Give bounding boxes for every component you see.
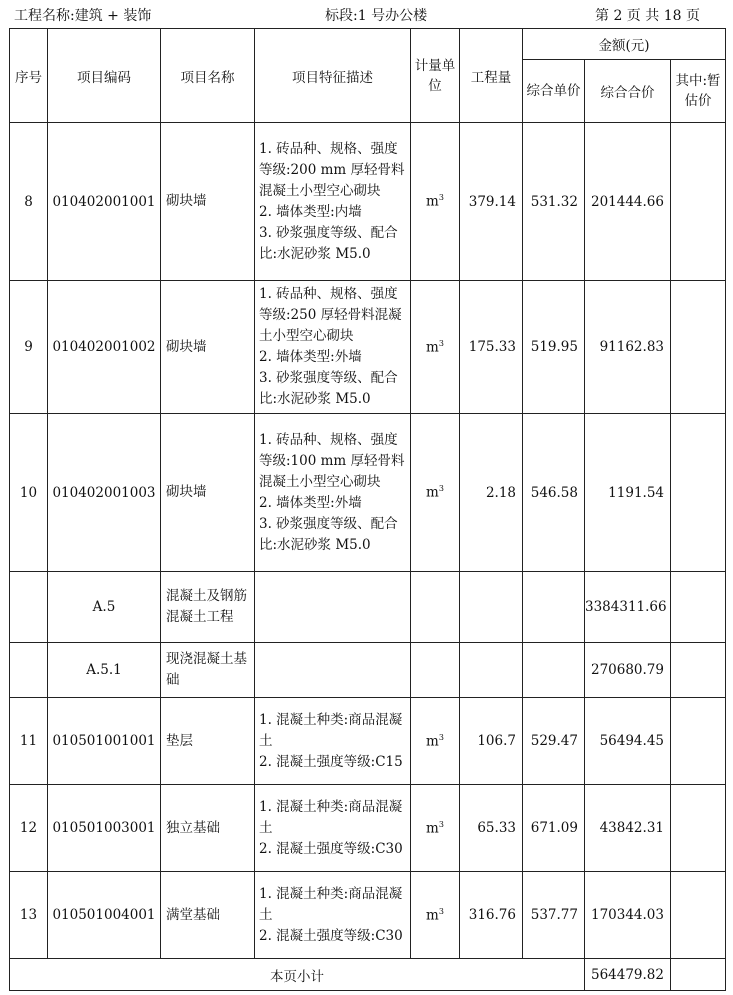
- cell-provisional: [671, 643, 726, 698]
- unit-text: m: [426, 484, 439, 501]
- cell-total: 43842.31: [585, 785, 671, 872]
- cell-name: 垫层: [161, 698, 255, 785]
- col-code: 项目编码: [48, 29, 161, 123]
- cell-code: 010501003001: [48, 785, 161, 872]
- cell-desc: [255, 785, 411, 872]
- desc-line: 2. 墙体类型:外墙: [259, 349, 362, 365]
- cell-unit-price: 671.09: [523, 785, 585, 872]
- cell-name: 混凝土及钢筋混凝土工程: [161, 572, 255, 643]
- col-unit: 计量单位: [411, 29, 460, 123]
- unit-text: m: [426, 733, 439, 750]
- table-row: [10, 281, 726, 414]
- col-qty: 工程量: [460, 29, 523, 123]
- cell-seq: 9: [10, 281, 48, 414]
- unit-text: m: [426, 907, 439, 924]
- desc-line: 1. 砖品种、规格、强度等级:200 mm 厚轻骨料混凝土小型空心砌块: [259, 140, 405, 199]
- cell-qty: 106.7: [460, 698, 523, 785]
- cell-desc: [255, 281, 411, 414]
- cell-name: 砌块墙: [161, 281, 255, 414]
- cell-provisional: [671, 698, 726, 785]
- cell-unit: [411, 872, 460, 959]
- cell-seq: 10: [10, 414, 48, 572]
- table-row: [10, 698, 726, 785]
- cell-code: 010402001003: [48, 414, 161, 572]
- cell-name: 砌块墙: [161, 414, 255, 572]
- table-header: [10, 29, 726, 123]
- cell-provisional: [671, 281, 726, 414]
- subtotal-label: 本页小计: [10, 959, 585, 991]
- subtotal-total: 564479.82: [585, 959, 671, 991]
- cell-qty: 2.18: [460, 414, 523, 572]
- table-row: [10, 572, 726, 643]
- cell-total: 1191.54: [585, 414, 671, 572]
- unit-superscript: 3: [438, 732, 444, 742]
- cell-desc: [255, 872, 411, 959]
- cell-unit-price: 519.95: [523, 281, 585, 414]
- cell-name: 砌块墙: [161, 123, 255, 281]
- cell-name: 满堂基础: [161, 872, 255, 959]
- cell-qty: 316.76: [460, 872, 523, 959]
- col-amount: 金额(元): [523, 29, 726, 60]
- table-row: [10, 123, 726, 281]
- cell-provisional: [671, 872, 726, 959]
- cell-unit: [411, 572, 460, 643]
- desc-line: 3. 砂浆强度等级、配合比:水泥砂浆 M5.0: [259, 224, 398, 262]
- cell-desc: [255, 572, 411, 643]
- subtotal-row: [10, 959, 726, 991]
- cell-qty: 379.14: [460, 123, 523, 281]
- cell-code: A.5.1: [48, 643, 161, 698]
- cell-provisional: [671, 572, 726, 643]
- table-row: [10, 785, 726, 872]
- cell-unit: [411, 785, 460, 872]
- bill-of-quantities-table: [9, 28, 726, 991]
- desc-line: 2. 墙体类型:外墙: [259, 494, 362, 511]
- cell-seq: 11: [10, 698, 48, 785]
- cell-unit: [411, 643, 460, 698]
- cell-unit-price: 531.32: [523, 123, 585, 281]
- desc-line: 2. 混凝土强度等级:C15: [259, 753, 403, 770]
- cell-total: 270680.79: [585, 643, 671, 698]
- cell-qty: 65.33: [460, 785, 523, 872]
- cell-seq: 12: [10, 785, 48, 872]
- unit-superscript: 3: [438, 819, 444, 829]
- cell-seq: [10, 643, 48, 698]
- desc-line: 1. 砖品种、规格、强度等级:250 厚轻骨料混凝土小型空心砌块: [259, 286, 402, 344]
- page-number: 第 2 页 共 18 页: [595, 8, 700, 24]
- desc-line: 3. 砂浆强度等级、配合比:水泥砂浆 M5.0: [259, 515, 398, 553]
- cell-total: 170344.03: [585, 872, 671, 959]
- cell-code: 010501004001: [48, 872, 161, 959]
- cell-seq: 13: [10, 872, 48, 959]
- col-unit-price: 综合单价: [523, 60, 585, 123]
- cell-unit: [411, 414, 460, 572]
- table-row: [10, 643, 726, 698]
- cell-unit: [411, 281, 460, 414]
- cell-desc: [255, 414, 411, 572]
- desc-line: 1. 混凝土种类:商品混凝土: [259, 798, 403, 836]
- cell-code: 010501001001: [48, 698, 161, 785]
- cell-code: A.5: [48, 572, 161, 643]
- desc-line: 2. 混凝土强度等级:C30: [259, 840, 403, 857]
- cell-unit-price: 529.47: [523, 698, 585, 785]
- subtotal-provisional: [671, 959, 726, 991]
- desc-line: 1. 混凝土种类:商品混凝土: [259, 885, 403, 923]
- cell-unit-price: 546.58: [523, 414, 585, 572]
- cell-provisional: [671, 414, 726, 572]
- col-total: 综合合价: [585, 60, 671, 123]
- cell-desc: [255, 698, 411, 785]
- cell-total: 3384311.66: [585, 572, 671, 643]
- cell-unit: [411, 123, 460, 281]
- cell-unit-price: 537.77: [523, 872, 585, 959]
- cell-qty: [460, 643, 523, 698]
- unit-superscript: 3: [438, 193, 444, 203]
- cell-desc: [255, 643, 411, 698]
- cell-seq: 8: [10, 123, 48, 281]
- cell-name: 现浇混凝土基础: [161, 643, 255, 698]
- section-name: 标段:1 号办公楼: [325, 8, 428, 24]
- page-header: [0, 0, 733, 28]
- cell-unit-price: [523, 572, 585, 643]
- cell-seq: [10, 572, 48, 643]
- cell-provisional: [671, 785, 726, 872]
- cell-total: 91162.83: [585, 281, 671, 414]
- unit-superscript: 3: [438, 906, 444, 916]
- table-body: [10, 123, 726, 991]
- unit-text: m: [426, 820, 439, 837]
- cell-code: 010402001002: [48, 281, 161, 414]
- col-desc: 项目特征描述: [255, 29, 411, 123]
- desc-line: 3. 砂浆强度等级、配合比:水泥砂浆 M5.0: [259, 370, 398, 407]
- cell-unit-price: [523, 643, 585, 698]
- col-seq: 序号: [10, 29, 48, 123]
- desc-line: 1. 砖品种、规格、强度等级:100 mm 厚轻骨料混凝土小型空心砌块: [259, 431, 405, 490]
- col-name: 项目名称: [161, 29, 255, 123]
- desc-line: 2. 墙体类型:内墙: [259, 203, 362, 220]
- project-name: 工程名称:建筑 + 装饰: [14, 8, 152, 24]
- desc-line: 2. 混凝土强度等级:C30: [259, 927, 403, 944]
- cell-provisional: [671, 123, 726, 281]
- cell-total: 201444.66: [585, 123, 671, 281]
- unit-superscript: 3: [438, 338, 444, 348]
- cell-total: 56494.45: [585, 698, 671, 785]
- cell-desc: [255, 123, 411, 281]
- cell-code: 010402001001: [48, 123, 161, 281]
- cell-name: 独立基础: [161, 785, 255, 872]
- unit-superscript: 3: [438, 484, 444, 494]
- unit-text: m: [426, 193, 439, 210]
- col-provisional: 其中:暂估价: [671, 60, 726, 123]
- cell-unit: [411, 698, 460, 785]
- cell-qty: [460, 572, 523, 643]
- cell-qty: 175.33: [460, 281, 523, 414]
- unit-text: m: [426, 339, 439, 356]
- table-row: [10, 872, 726, 959]
- table-row: [10, 414, 726, 572]
- desc-line: 1. 混凝土种类:商品混凝土: [259, 711, 403, 749]
